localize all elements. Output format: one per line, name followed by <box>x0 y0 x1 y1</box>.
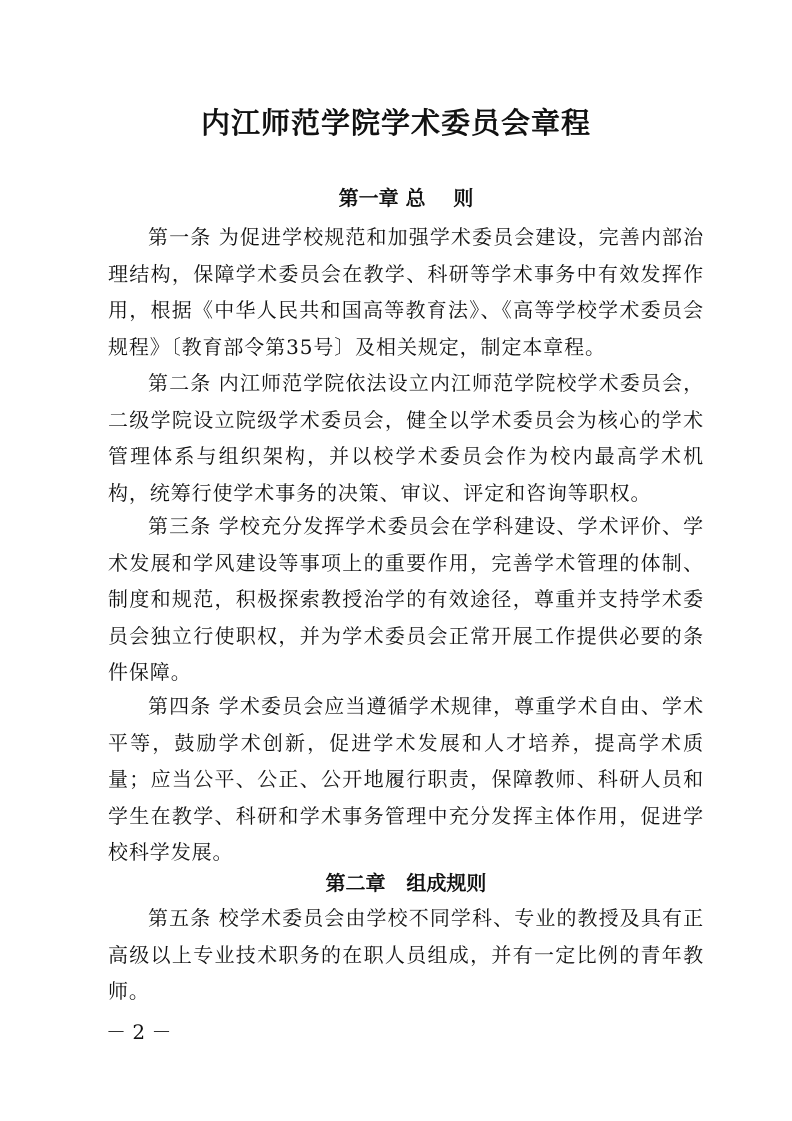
chapter-2-heading: 第二章 组成规则 <box>325 871 487 895</box>
page-number: － 2 － <box>106 1020 172 1044</box>
article-3: 第三条 学校充分发挥学术委员会在学科建设、学术评价、学术发展和学风建设等事项上的重要作用，完善学术管理的体制、制度和规范，积极探索教授治学的有效途径，尊重并支持学术委员会独立行使职权，并为学术委员会正常开展工作提供必要的条件保障。 <box>108 514 704 684</box>
article-1: 第一条 为促进学校规范和加强学术委员会建设，完善内部治理结构，保障学术委员会在教学、科研等学术事务中有效发挥作用，根据《中华人民共和国高等教育法》、《高等学校学术委员会规程》〔教育部令第35号〕及相关规定，制定本章程。 <box>108 225 704 359</box>
chapter-1-heading: 第一章 总 则 <box>338 186 474 210</box>
document-title: 内江师范学院学术委员会章程 <box>200 106 591 140</box>
article-4: 第四条 学术委员会应当遵循学术规律，尊重学术自由、学术平等，鼓励学术创新，促进学术发展和人才培养，提高学术质量；应当公平、公正、公开地履行职责，保障教师、科研人员和学生在教学、科研和学术事务管理中充分发挥主体作用，促进学校科学发展。 <box>108 694 704 864</box>
article-5: 第五条 校学术委员会由学校不同学科、专业的教授及具有正高级以上专业技术职务的在职人员组成，并有一定比例的青年教师。 <box>108 906 704 1003</box>
article-2: 第二条 内江师范学院依法设立内江师范学院校学术委员会，二级学院设立院级学术委员会，健全以学术委员会为核心的学术管理体系与组织架构，并以校学术委员会作为校内最高学术机构，统筹行使学术事务的决策、审议、评定和咨询等职权。 <box>108 371 704 505</box>
